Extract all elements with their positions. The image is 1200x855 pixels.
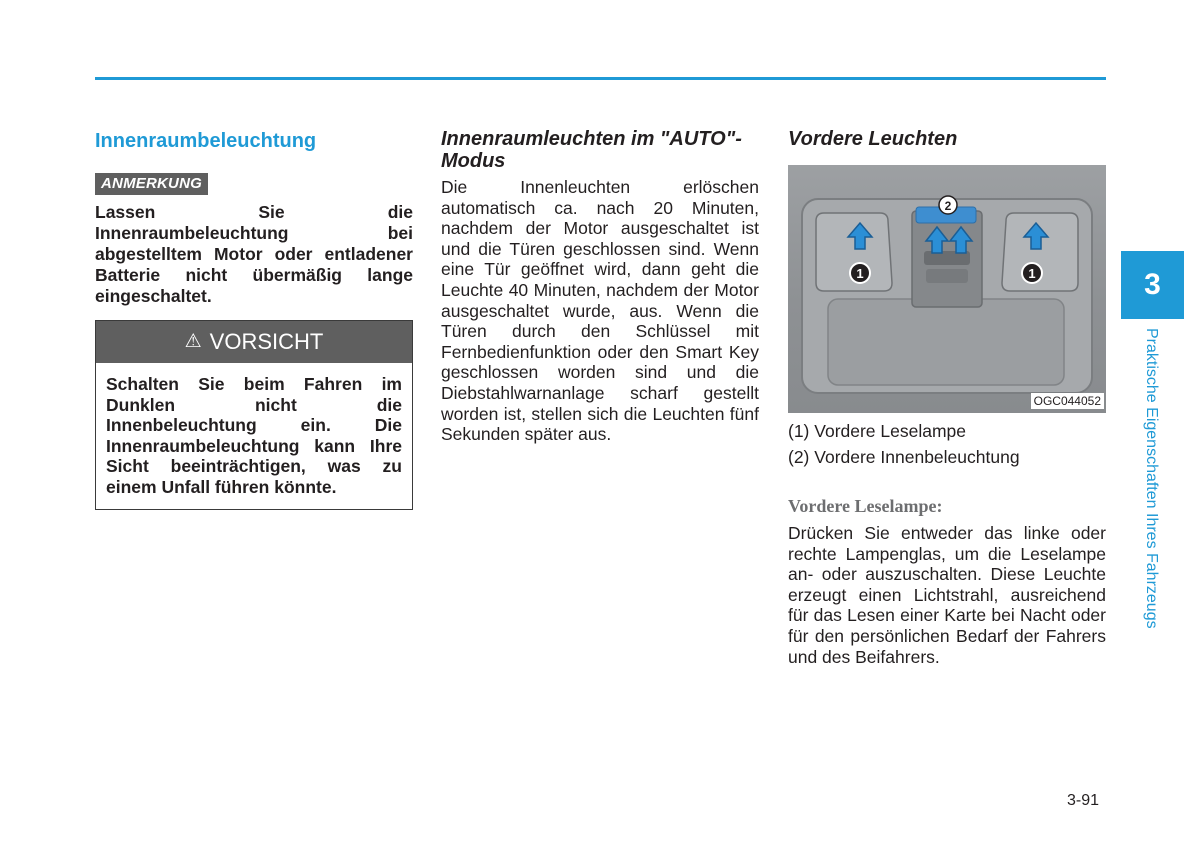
page-number: 3-91 [1067,792,1100,809]
note-text: Lassen Sie die Innenraumbeleuchtung bei abgestelltem Motor oder entladener Batterie nicht übermäßig lange eingeschaltet. [95,202,413,306]
middle-column [441,128,759,445]
warning-title: VORSICHT [209,329,324,354]
reading-lamp-text: Drücken Sie entweder das linke oder rechte Lampenglas, um die Leselampe an- oder auszuschalten. Diese Leuchte erzeugt einen Lichtstrahl, ausreichend für das Lesen einer Karte bei Nacht oder für den persönlichen Bedarf der Fahrers und des Beifahrers. [788,523,1106,667]
warning-header [96,321,412,363]
left-column [95,128,413,510]
svg-text:1: 1 [1028,266,1036,281]
reading-lamp-subheading: Vordere Leselampe: [788,496,943,516]
caption-item: (2) Vordere Innenbeleuchtung [788,447,1020,467]
chapter-tab: 3 [1121,251,1184,319]
section-heading: Innenraumbeleuchtung [95,130,317,152]
auto-mode-text: Die Innenleuchten erlöschen automatisch ca. nach 20 Minuten, nachdem der Motor ausgeschaltet ist und die Türen geschlossen sind. Wenn eine Tür geöffnet wird, dann geht die Leuchte 40 Minuten, nachdem der Motor ausgeschaltet wurde, aus. Wenn die Türen durch den Schlüssel mit Fernbedienfunktion oder den Smart Key geschlossen worden sind und die Diebstahlwarnanlage scharf gestellt worden ist, stellen sich die Leuchten fünf Sekunden später aus. [441,177,759,445]
top-rule [95,77,1106,80]
note-badge: ANMERKUNG [95,173,208,195]
svg-text:1: 1 [856,266,864,281]
svg-text:2: 2 [944,199,952,213]
front-lights-heading: Vordere Leuchten [788,128,958,150]
auto-mode-heading: Innenraumleuchten im "AUTO"-Modus [441,128,742,172]
overhead-console-illustration [788,165,1106,413]
marker-1-right [1022,263,1042,283]
marker-1-left [850,263,870,283]
caption-item: (1) Vordere Leselampe [788,421,967,441]
warning-triangle-icon: ⚠ [184,330,202,352]
overhead-console-figure [788,165,1106,413]
figure-code: OGC044052 [1031,393,1104,409]
right-column [788,128,1106,667]
chapter-title-vertical: Praktische Eigenschaften Ihres Fahrzeugs [1143,328,1160,629]
marker-2-center [939,196,957,214]
warning-box [95,320,413,510]
figure-captions [788,418,1106,470]
warning-text: Schalten Sie beim Fahren im Dunklen nicht die Innenbeleuchtung ein. Die Innenraumbeleuchtung kann Ihre Sicht beeinträchtigen, was zu einem Unfall führen könnte. [106,374,402,497]
